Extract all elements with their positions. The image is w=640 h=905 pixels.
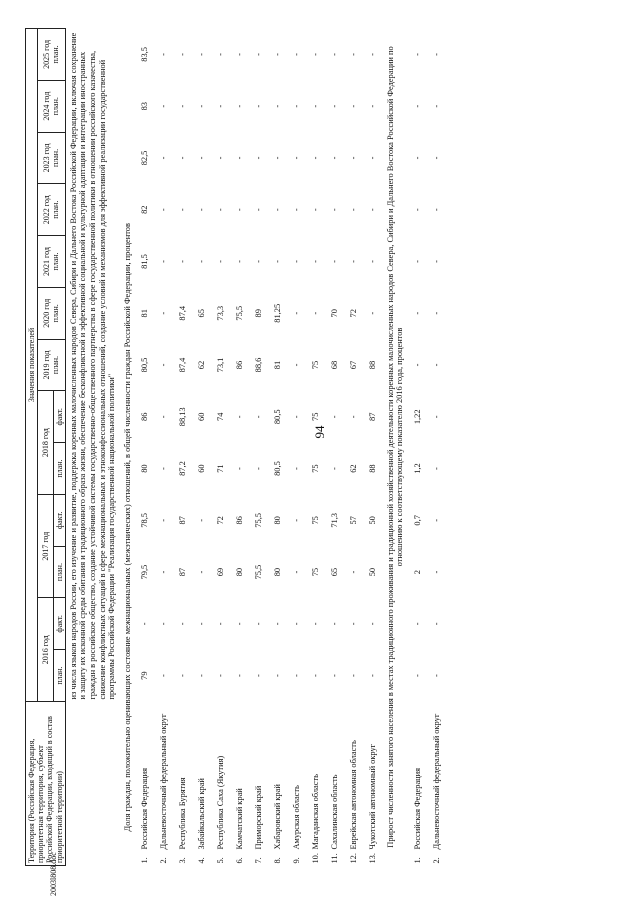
- table-row: [408, 29, 427, 866]
- value-cell: 80: [273, 516, 283, 525]
- value-cell: -: [431, 260, 441, 263]
- row-number: 1.: [140, 857, 150, 864]
- value-cell: -: [349, 208, 359, 212]
- value-cell: -: [292, 518, 302, 522]
- value-cell: -: [159, 622, 169, 626]
- header-year-2025: 2025 год план.: [38, 29, 66, 81]
- value-cell: -: [254, 622, 264, 626]
- value-cell: -: [311, 622, 321, 626]
- section1-title: Доля граждан, положительно оценивающих состояние межнациональных (межэтнических) отношений, в общей численности граждан Российской Федерации, процентов: [123, 223, 133, 832]
- value-cell: -: [368, 311, 378, 315]
- value-cell: -: [412, 622, 422, 626]
- value-cell: 81,25: [273, 303, 283, 323]
- value-cell: -: [159, 467, 169, 470]
- value-cell: 78,5: [140, 513, 150, 528]
- value-cell: -: [330, 415, 340, 419]
- value-cell: -: [311, 53, 321, 56]
- value-cell: -: [431, 570, 441, 574]
- value-cell: 88: [368, 464, 378, 473]
- value-cell: -: [159, 104, 169, 108]
- row-number: 4.: [197, 857, 207, 864]
- value-cell: -: [412, 156, 422, 160]
- territory-name: Амурская область: [292, 785, 302, 850]
- value-cell: 86: [235, 516, 245, 525]
- territory-name: Камчатский край: [235, 788, 245, 850]
- value-cell: -: [349, 156, 359, 160]
- value-cell: 80,5: [273, 461, 283, 476]
- value-cell: 87: [178, 567, 188, 577]
- value-cell: -: [412, 208, 422, 212]
- value-cell: -: [235, 622, 245, 626]
- intro-paragraph: из числа языков народов России, его изучение и развитие, поддержка коренных малочисленных народов Севера, Сибири и Дальнего Востока Российской Федерации, включая сохранение и защиту их исконной среды обитания и традиционного образа жизни, обеспечение бесконфликтной и эффективной социальной и культурной адаптации и интеграции иностранных граждан в российское общество, создание устойчивой системы государственно-общественного партнерства в сфере государственной политики в отношении российского казачества, снижение конфликтных ситуаций в сфере межнациональных и этноконфессиональных отношений, создание условий и механизмов для эффективной реализации государственной программы Российской Федерации "Реализация государственной национальной политики": [68, 32, 117, 700]
- value-cell: -: [292, 260, 302, 263]
- table-row: [250, 29, 269, 866]
- table-row: [269, 29, 288, 866]
- value-cell: -: [159, 53, 169, 56]
- value-cell: 72: [349, 309, 359, 318]
- row-number: 8.: [273, 857, 283, 864]
- value-cell: -: [254, 208, 264, 212]
- value-cell: -: [216, 260, 226, 263]
- value-cell: -: [197, 156, 207, 160]
- value-cell: -: [273, 674, 283, 678]
- value-cell: -: [273, 208, 283, 212]
- row-number: 2.: [159, 857, 169, 864]
- value-cell: 75: [311, 516, 321, 525]
- value-cell: 83,5: [140, 47, 150, 62]
- value-cell: 80,5: [140, 357, 150, 373]
- value-cell: 87,4: [178, 357, 188, 373]
- territory-name: Хабаровский край: [273, 784, 283, 850]
- value-cell: -: [235, 104, 245, 108]
- value-cell: 71: [216, 464, 226, 473]
- value-cell: -: [197, 570, 207, 574]
- value-cell: -: [235, 53, 245, 56]
- value-cell: -: [311, 260, 321, 263]
- value-cell: -: [368, 208, 378, 212]
- value-cell: -: [159, 156, 169, 160]
- header-year-2023: 2023 год план.: [38, 132, 66, 184]
- value-cell: -: [159, 363, 169, 367]
- intro-paragraph-row: [65, 29, 120, 866]
- territory-name: Республика Саха (Якутия): [216, 755, 226, 850]
- value-cell: -: [178, 622, 188, 626]
- value-cell: -: [431, 53, 441, 56]
- header-year-2021: 2021 год план.: [38, 236, 66, 288]
- value-cell: -: [349, 622, 359, 626]
- value-cell: -: [368, 674, 378, 678]
- table-row: [231, 29, 250, 866]
- value-cell: 65: [330, 567, 340, 577]
- value-cell: -: [368, 156, 378, 160]
- value-cell: -: [159, 518, 169, 522]
- value-cell: 80: [273, 567, 283, 577]
- value-cell: -: [292, 156, 302, 160]
- territory-name: Российская Федерация: [140, 768, 150, 850]
- value-cell: -: [235, 467, 245, 470]
- row-number: 6.: [235, 857, 245, 864]
- value-cell: -: [292, 208, 302, 212]
- territory-name: Республика Бурятия: [178, 777, 188, 850]
- value-cell: -: [178, 156, 188, 160]
- value-cell: -: [431, 104, 441, 108]
- value-cell: -: [197, 622, 207, 626]
- value-cell: -: [254, 104, 264, 108]
- table-row: [364, 29, 383, 866]
- value-cell: 81: [273, 360, 283, 370]
- value-cell: 87: [368, 412, 378, 421]
- row-number: 7.: [254, 857, 264, 864]
- value-cell: -: [431, 518, 441, 522]
- table-row: [345, 29, 364, 866]
- section1-title-row: [120, 29, 136, 866]
- value-cell: -: [197, 518, 207, 522]
- territory-name: Сахалинская область: [330, 774, 340, 850]
- value-cell: -: [349, 104, 359, 108]
- document-code: 2003l808.doc: [49, 852, 58, 896]
- value-cell: -: [330, 208, 340, 212]
- header-year-2018: 2018 год: [38, 391, 53, 495]
- territory-name: Чукотский автономный округ: [368, 743, 378, 850]
- indicators-table: [25, 28, 446, 866]
- value-cell: 57: [349, 516, 359, 525]
- value-cell: 75: [311, 412, 321, 421]
- value-cell: 73,3: [216, 305, 226, 321]
- value-cell: 0,7: [412, 515, 422, 526]
- value-cell: 68: [330, 360, 340, 370]
- value-cell: 2: [412, 570, 422, 575]
- row-number: 1.: [412, 857, 422, 864]
- value-cell: -: [273, 104, 283, 108]
- value-cell: -: [178, 208, 188, 212]
- territory-name: Российская Федерация: [412, 768, 422, 850]
- header-year-2022: 2022 год план.: [38, 184, 66, 236]
- value-cell: -: [178, 104, 188, 108]
- value-cell: 79,5: [140, 564, 150, 580]
- value-cell: -: [431, 208, 441, 212]
- value-cell: -: [216, 104, 226, 108]
- value-cell: 75: [311, 567, 321, 577]
- table-row: [288, 29, 307, 866]
- value-cell: -: [311, 208, 321, 212]
- value-cell: -: [431, 363, 441, 367]
- value-cell: 88,13: [178, 407, 188, 427]
- value-cell: -: [235, 260, 245, 263]
- value-cell: 83: [140, 102, 150, 111]
- header-plan: план.: [53, 443, 65, 495]
- value-cell: -: [311, 311, 321, 315]
- value-cell: -: [292, 674, 302, 678]
- section2-title-row: [383, 29, 408, 866]
- value-cell: -: [412, 53, 422, 56]
- value-cell: 81,5: [140, 254, 150, 269]
- value-cell: 88,6: [254, 357, 264, 373]
- value-cell: 50: [368, 516, 378, 525]
- value-cell: -: [311, 674, 321, 678]
- value-cell: 87,2: [178, 461, 188, 476]
- value-cell: -: [235, 156, 245, 160]
- value-cell: -: [273, 622, 283, 626]
- table-row: [427, 29, 446, 866]
- value-cell: -: [254, 674, 264, 678]
- territory-name: Еврейская автономная область: [349, 740, 359, 850]
- value-cell: -: [178, 53, 188, 56]
- value-cell: 86: [140, 412, 150, 421]
- value-cell: -: [197, 260, 207, 263]
- value-cell: -: [431, 674, 441, 678]
- value-cell: 80: [235, 567, 245, 577]
- table-row: [212, 29, 231, 866]
- value-cell: -: [368, 622, 378, 626]
- value-cell: 81: [140, 309, 150, 318]
- table-body: [65, 29, 446, 866]
- value-cell: 69: [216, 567, 226, 577]
- value-cell: 50: [368, 567, 378, 577]
- value-cell: 1,2: [412, 463, 422, 474]
- value-cell: -: [311, 104, 321, 108]
- territory-name: Дальневосточный федеральный округ: [159, 713, 169, 850]
- row-number: 9.: [292, 857, 302, 864]
- row-number: 5.: [216, 857, 226, 864]
- value-cell: 75,5: [235, 305, 245, 321]
- value-cell: -: [431, 467, 441, 470]
- header-plan: план.: [53, 650, 65, 702]
- value-cell: -: [431, 311, 441, 315]
- value-cell: -: [349, 570, 359, 574]
- header-plan: план.: [53, 546, 65, 598]
- value-cell: 87,4: [178, 305, 188, 321]
- value-cell: -: [330, 260, 340, 263]
- territory-name: Забайкальский край: [197, 778, 207, 850]
- row-number: 2.: [431, 857, 441, 864]
- value-cell: -: [197, 104, 207, 108]
- value-cell: 87: [178, 516, 188, 525]
- value-cell: 86: [235, 360, 245, 370]
- value-cell: -: [431, 415, 441, 419]
- value-cell: -: [159, 311, 169, 315]
- value-cell: 80: [140, 464, 150, 473]
- value-cell: -: [330, 156, 340, 160]
- value-cell: 73,1: [216, 357, 226, 373]
- header-year-2017: 2017 год: [38, 494, 53, 598]
- value-cell: 89: [254, 309, 264, 318]
- value-cell: -: [349, 260, 359, 263]
- table-row: [155, 29, 174, 866]
- value-cell: -: [292, 622, 302, 626]
- value-cell: 62: [197, 360, 207, 370]
- territory-name: Приморский край: [254, 785, 264, 850]
- header-territory: Территория (Российская Федерация, приоритетная территория, субъект Российской Федерации, входящий в состав приоритетной территории): [26, 702, 66, 866]
- value-cell: 70: [330, 309, 340, 318]
- value-cell: -: [235, 208, 245, 212]
- value-cell: -: [216, 622, 226, 626]
- value-cell: -: [412, 674, 422, 678]
- value-cell: -: [330, 104, 340, 108]
- value-cell: -: [292, 53, 302, 56]
- value-cell: -: [292, 104, 302, 108]
- value-cell: -: [140, 622, 150, 626]
- value-cell: -: [159, 415, 169, 419]
- territory-name: Дальневосточный федеральный округ: [431, 713, 441, 850]
- value-cell: -: [412, 311, 422, 315]
- value-cell: -: [178, 260, 188, 263]
- table-row: [174, 29, 193, 866]
- value-cell: -: [216, 208, 226, 212]
- value-cell: -: [254, 415, 264, 419]
- value-cell: 75,5: [254, 564, 264, 580]
- value-cell: -: [197, 208, 207, 212]
- value-cell: -: [431, 156, 441, 160]
- value-cell: 75: [311, 360, 321, 370]
- value-cell: -: [235, 415, 245, 419]
- value-cell: -: [431, 622, 441, 626]
- header-year-2016: 2016 год: [38, 598, 53, 702]
- row-number: 3.: [178, 857, 188, 864]
- value-cell: -: [330, 467, 340, 470]
- table-row: [326, 29, 345, 866]
- value-cell: -: [159, 208, 169, 212]
- value-cell: -: [216, 53, 226, 56]
- row-number: 11.: [330, 853, 340, 864]
- value-cell: 71,3: [330, 513, 340, 528]
- value-cell: 72: [216, 516, 226, 525]
- value-cell: -: [349, 53, 359, 56]
- table-row: [136, 29, 155, 866]
- header-year-2024: 2024 год план.: [38, 80, 66, 132]
- section2-title: Прирост численности занятого населения в местах традиционного проживания и традиционной хозяйственной деятельности коренных малочисленных народов Севера, Сибири и Дальнего Востока Российской Федерации по отношению к соответствующему показателю 2016 года, процентов: [385, 46, 405, 848]
- header-fact: факт.: [53, 391, 65, 443]
- value-cell: -: [368, 104, 378, 108]
- table-row: [193, 29, 212, 866]
- value-cell: 60: [197, 412, 207, 421]
- value-cell: -: [216, 156, 226, 160]
- value-cell: -: [330, 674, 340, 678]
- value-cell: -: [254, 260, 264, 263]
- rotated-table-sheet: [25, 28, 615, 866]
- header-year-2020: 2020 год план.: [38, 287, 66, 339]
- value-cell: 82,5: [140, 150, 150, 166]
- value-cell: -: [368, 53, 378, 56]
- value-cell: -: [292, 311, 302, 315]
- value-cell: -: [349, 415, 359, 419]
- value-cell: 62: [349, 464, 359, 473]
- value-cell: -: [159, 674, 169, 678]
- value-cell: 67: [349, 360, 359, 370]
- value-cell: -: [254, 53, 264, 56]
- value-cell: -: [254, 467, 264, 470]
- header-values-group: Значения показателей: [26, 29, 38, 702]
- value-cell: 79: [140, 671, 150, 680]
- value-cell: -: [292, 467, 302, 470]
- table-row: [307, 29, 326, 866]
- page-number: 94: [312, 425, 327, 439]
- value-cell: -: [273, 156, 283, 160]
- value-cell: -: [311, 156, 321, 160]
- value-cell: 74: [216, 412, 226, 421]
- value-cell: -: [254, 156, 264, 160]
- header-fact: факт.: [53, 494, 65, 546]
- value-cell: -: [178, 674, 188, 678]
- value-cell: -: [349, 674, 359, 678]
- row-number: 12.: [349, 853, 359, 864]
- value-cell: -: [273, 260, 283, 263]
- value-cell: -: [412, 363, 422, 367]
- value-cell: -: [330, 622, 340, 626]
- value-cell: -: [197, 674, 207, 678]
- value-cell: 75,5: [254, 513, 264, 528]
- value-cell: 80,5: [273, 409, 283, 425]
- territory-name: Магаданская область: [311, 774, 321, 850]
- value-cell: 1,22: [412, 409, 422, 425]
- header-fact: факт.: [53, 598, 65, 650]
- row-number: 13.: [368, 853, 378, 864]
- value-cell: 82: [140, 205, 150, 214]
- value-cell: -: [159, 260, 169, 263]
- value-cell: 88: [368, 360, 378, 370]
- value-cell: 60: [197, 464, 207, 473]
- value-cell: -: [292, 363, 302, 367]
- value-cell: 65: [197, 309, 207, 318]
- value-cell: -: [159, 570, 169, 574]
- value-cell: -: [412, 104, 422, 108]
- value-cell: -: [412, 260, 422, 263]
- value-cell: -: [273, 53, 283, 56]
- value-cell: -: [330, 53, 340, 56]
- value-cell: -: [292, 570, 302, 574]
- value-cell: 75: [311, 464, 321, 473]
- value-cell: -: [368, 260, 378, 263]
- value-cell: -: [197, 53, 207, 56]
- header-year-2019: 2019 год план.: [38, 339, 66, 391]
- row-number: 10.: [311, 853, 321, 864]
- value-cell: -: [292, 415, 302, 419]
- value-cell: -: [216, 674, 226, 678]
- value-cell: -: [235, 674, 245, 678]
